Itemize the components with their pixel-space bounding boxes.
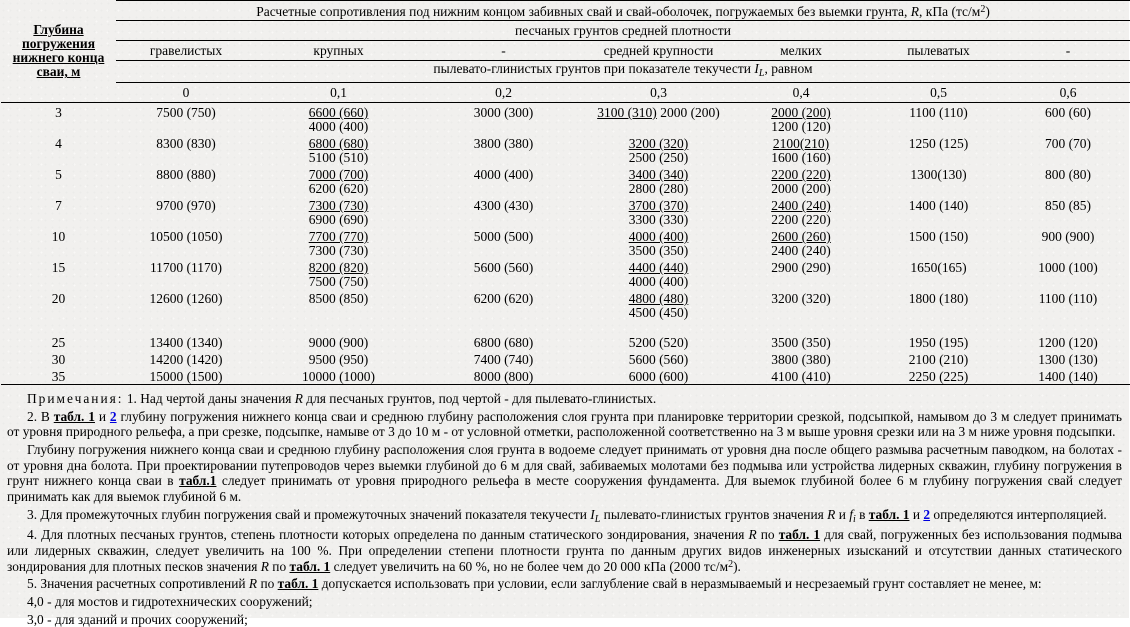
resistance-cell <box>116 227 256 258</box>
resistance-value-clay: 4500 (450) <box>628 305 689 320</box>
resistance-value-sand: 1950 (195) <box>908 335 969 350</box>
resistance-value-sand: 8800 (880) <box>156 167 216 182</box>
resistance-value-sand: 9000 (900) <box>308 335 369 350</box>
resistance-cell <box>871 165 1006 196</box>
resistance-cell <box>256 258 421 289</box>
resistance-cell <box>871 227 1006 258</box>
header-sand-density: песчаных грунтов средней плотности <box>116 21 1130 41</box>
text-segment: для свай, погруженных без использования подмыва или лидерных скважин, следует увеличить на 100 %. При определении степени плотности грунта по данным других видов инженерных изысканий и отсутствии данных статического зондирования для плотных песков значения <box>7 527 1122 574</box>
resistance-cell <box>1006 289 1130 333</box>
resistance-value-sand: 14200 (1420) <box>149 352 223 367</box>
resistance-cell <box>116 350 256 367</box>
resistance-value-sand: 7300 (730) <box>308 198 369 213</box>
resistance-value-sand: 1250 (125) <box>908 136 969 151</box>
resistance-cell <box>586 350 731 367</box>
header-il-value: 0,4 <box>731 83 871 103</box>
resistance-value-sand: 10500 (1050) <box>149 229 223 244</box>
header-soil-type: - <box>421 41 586 61</box>
resistance-value-clay: 2200 (220) <box>771 212 831 227</box>
note-paragraph <box>7 409 1122 440</box>
notes-section <box>0 385 1129 627</box>
resistance-value-sand: 8000 (800) <box>473 369 534 384</box>
resistance-value-sand: 7700 (770) <box>308 229 369 244</box>
text-segment: R <box>748 527 757 543</box>
link-table-1[interactable]: табл.1 <box>179 473 217 489</box>
note-paragraph <box>7 391 1122 407</box>
resistance-value-sand: 9700 (970) <box>156 198 216 213</box>
resistance-value-clay: 7300 (730) <box>308 243 369 258</box>
resistance-cell <box>1006 258 1130 289</box>
text-segment: по <box>268 558 290 574</box>
table-row <box>1 367 1130 385</box>
resistance-cell <box>421 350 586 367</box>
note-paragraph <box>7 576 1122 592</box>
resistance-value-clay: 3500 (350) <box>628 243 689 258</box>
resistance-cell <box>421 103 586 135</box>
resistance-value-sand: 4100 (410) <box>771 369 831 384</box>
text-segment: 2 <box>980 3 986 15</box>
resistance-cell <box>871 134 1006 165</box>
resistance-value-sand: 11700 (1170) <box>149 260 223 275</box>
text-segment: 4. Для плотных песчаных грунтов, степень плотности которых определена по данным статического зондирования, значения <box>27 527 749 543</box>
resistance-value-sand: 1400 (140) <box>908 198 969 213</box>
depth-cell: 7 <box>55 198 62 213</box>
text-segment: 4,0 - для мостов и гидротехнических сооружений; <box>27 594 313 610</box>
text-segment: R <box>260 558 269 574</box>
text-segment: глубину погружения нижнего конца сваи и среднюю глубину расположения слоя грунта при планировке территории срезкой, подсыпкой, намывом до 3 м следует принимать от уровня природного рельефа, а при срезке, подсыпке, намыве от 3 до 10 м - от условной отметки, расположенной соответственно на 3 м выше уровня срезки или на 3 м ниже уровня подсыпки. <box>7 408 1122 440</box>
header-soil-type: средней крупности <box>586 41 731 61</box>
text-segment: по <box>257 576 278 592</box>
table-row <box>1 165 1130 196</box>
link-table-1[interactable]: табл. 1 <box>289 558 331 574</box>
resistance-value-sand: 8300 (830) <box>156 136 216 151</box>
resistance-cell <box>116 258 256 289</box>
text-segment: , кПа (тс/м <box>919 3 981 19</box>
note-paragraph <box>7 594 1122 610</box>
link-table-1[interactable]: табл. 1 <box>53 408 95 424</box>
header-il-value: 0,5 <box>871 83 1006 103</box>
resistance-value-sand: 700 (70) <box>1044 136 1092 151</box>
resistance-value-sand: 5600 (560) <box>628 352 689 367</box>
depth-cell: 35 <box>1 367 116 385</box>
depth-cell: 15 <box>51 260 66 275</box>
text-segment: определяются интерполяцией. <box>930 506 1107 522</box>
resistance-value-sand: 2200 (220) <box>771 167 831 182</box>
resistance-value-sand: 1100 (110) <box>1038 291 1098 306</box>
text-segment: f <box>849 506 853 522</box>
resistance-value-sand: 1300 (130) <box>1038 352 1098 367</box>
resistance-cell <box>1006 165 1130 196</box>
text-segment: в <box>855 506 869 522</box>
depth-cell: 20 <box>51 291 66 306</box>
resistance-cell <box>256 165 421 196</box>
resistance-value-sand: 3800 (380) <box>473 136 534 151</box>
resistance-value-clay: 4000 (400) <box>628 274 689 289</box>
resistance-cell <box>256 134 421 165</box>
resistance-cell <box>116 196 256 227</box>
text-segment: допускается использовать при условии, если заглубление свай в неразмываемый и несрезаемый грунт составляет не менее, м: <box>318 576 1042 592</box>
resistance-value-clay: 2400 (240) <box>771 243 831 258</box>
resistance-value-clay: 5100 (510) <box>308 150 369 165</box>
text-segment: по <box>756 527 779 543</box>
text-segment: L <box>594 513 601 525</box>
table-row <box>1 289 1130 333</box>
resistance-value-sand: 1000 (100) <box>1038 260 1098 275</box>
resistance-cell <box>1006 227 1130 258</box>
resistance-cell <box>256 196 421 227</box>
text-segment: i <box>852 513 856 525</box>
resistance-cell <box>1006 103 1130 135</box>
resistance-cell <box>116 333 256 350</box>
resistance-cell <box>256 350 421 367</box>
header-il-value: 0,2 <box>421 83 586 103</box>
resistance-cell <box>871 350 1006 367</box>
resistance-value-clay: 2800 (280) <box>628 181 689 196</box>
header-il-value: 0 <box>116 83 256 103</box>
resistance-value-sand: 13400 (1340) <box>149 335 223 350</box>
resistance-cell <box>256 227 421 258</box>
resistance-cell <box>421 258 586 289</box>
resistance-value-sand: 4000 (400) <box>628 229 689 244</box>
resistance-cell <box>871 333 1006 350</box>
resistance-cell <box>731 350 871 367</box>
resistance-cell <box>731 258 871 289</box>
resistance-value-sand: 1400 (140) <box>1038 369 1098 384</box>
table-row <box>1 227 1130 258</box>
text-segment: I <box>754 61 759 76</box>
text-segment: следует увеличить на 60 %, но не более чем до 20 000 кПа (2000 тс/м <box>330 558 729 574</box>
text-segment: и <box>94 408 110 424</box>
resistance-value-sand: 6800 (680) <box>308 136 369 151</box>
resistance-cell <box>731 289 871 333</box>
header-soil-type: мелких <box>731 41 871 61</box>
resistance-value-sand: 850 (85) <box>1044 198 1092 213</box>
resistance-value-sand: 1500 (150) <box>908 229 969 244</box>
resistance-cell <box>256 103 421 135</box>
resistance-cell <box>586 289 731 333</box>
resistance-value-sand: 3100 (310) <box>597 105 657 120</box>
resistance-cell <box>586 227 731 258</box>
resistance-value-clay: 4000 (400) <box>308 119 369 134</box>
resistance-value-sand: 2000 (200) <box>771 105 831 120</box>
resistance-value-sand: 15000 (1500) <box>149 369 223 384</box>
depth-cell: 5 <box>55 167 62 182</box>
resistance-value-sand: 1650(165) <box>910 260 967 275</box>
text-segment: Глубину погружения нижнего конца сваи и среднюю глубину расположения слоя грунта в водоеме следует принимать от уровня дна после общего размыва расчетным паводком, на болотах - от уровня дна болота. При проектировании путепроводов через выемки глубиной до 6 м для свай, забиваемых молотами без подмыва или устройства лидерных скважин, глубину погружения в грунт нижнего конца сваи в <box>7 442 1122 489</box>
resistance-value-sand: 9500 (950) <box>308 352 369 367</box>
table-row <box>1 134 1130 165</box>
resistance-value-sand: 3200 (320) <box>771 291 831 306</box>
note-paragraph <box>7 612 1122 627</box>
resistance-value-sand: 2900 (290) <box>771 260 831 275</box>
note-paragraph <box>7 527 1122 574</box>
header-clay-il <box>116 61 1130 83</box>
resistance-cell <box>421 289 586 333</box>
header-soil-type: - <box>1006 41 1130 61</box>
resistance-cell <box>256 367 421 385</box>
resistance-value-sand: 8200 (820) <box>308 260 369 275</box>
resistance-cell <box>116 134 256 165</box>
resistance-value-sand: 4800 (480) <box>628 291 689 306</box>
resistance-cell: 3100 (310) 2000 (200) <box>597 105 720 120</box>
resistance-cell <box>116 289 256 333</box>
resistance-value-clay: 2500 (250) <box>628 150 689 165</box>
resistance-value-clay: 1200 (120) <box>771 119 831 134</box>
resistance-value-sand: 7000 (700) <box>308 167 369 182</box>
resistance-value-sand: 2250 (225) <box>908 369 969 384</box>
depth-cell: 30 <box>51 352 66 367</box>
resistance-cell <box>871 258 1006 289</box>
corner-header-depth: Глубина погружения нижнего конца сваи, м <box>1 1 116 103</box>
header-soil-type: крупных <box>256 41 421 61</box>
resistance-value-sand: 5600 (560) <box>473 260 534 275</box>
resistance-value-clay: 1600 (160) <box>771 150 831 165</box>
resistance-value-sand: 6200 (620) <box>473 291 534 306</box>
resistance-cell <box>871 289 1006 333</box>
link-table-1[interactable]: табл. 1 <box>868 506 910 522</box>
resistance-value-sand: 3500 (350) <box>771 335 831 350</box>
resistance-value-sand: 5200 (520) <box>628 335 689 350</box>
link-table-1[interactable]: табл. 1 <box>277 576 319 592</box>
resistance-cell <box>1006 367 1130 385</box>
text-segment: Расчетные сопротивления под нижним концом забивных свай и свай-оболочек, погружаемых без выемки грунта, <box>256 3 911 19</box>
resistance-cell <box>586 367 731 385</box>
text-segment: I <box>590 506 595 522</box>
resistance-value-clay: 7500 (750) <box>308 274 369 289</box>
resistance-value-sand: 7500 (750) <box>156 105 216 120</box>
resistance-value-sand: 5000 (500) <box>473 229 534 244</box>
resistance-value-sand: 3700 (370) <box>628 198 689 213</box>
note-paragraph <box>7 442 1122 505</box>
header-il-value: 0,1 <box>256 83 421 103</box>
pile-resistance-table <box>1 0 1130 385</box>
text-segment: R <box>827 506 836 522</box>
resistance-value-sand: 1800 (180) <box>908 291 969 306</box>
resistance-value-sand: 12600 (1260) <box>149 291 223 306</box>
resistance-cell <box>731 103 871 135</box>
resistance-value-sand: 600 (60) <box>1044 105 1092 120</box>
resistance-value-sand: 3800 (380) <box>771 352 831 367</box>
resistance-value-sand: 900 (900) <box>1041 229 1095 244</box>
depth-cell: 10 <box>51 229 66 244</box>
resistance-cell <box>586 333 731 350</box>
header-il-value: 0,6 <box>1006 83 1130 103</box>
resistance-cell <box>586 196 731 227</box>
header-soil-type: гравелистых <box>116 41 256 61</box>
depth-cell: 25 <box>51 335 66 350</box>
resistance-value-sand: 1200 (120) <box>1038 335 1098 350</box>
text-segment: 5. Значения расчетных сопротивлений <box>27 576 249 592</box>
resistance-cell <box>731 134 871 165</box>
header-soil-type: пылеватых <box>871 41 1006 61</box>
text-segment: пылевато-глинистых грунтов при показателе текучести <box>433 61 755 76</box>
text-segment: R <box>294 391 303 406</box>
text-segment: 3. Для промежуточных глубин погружения свай и промежуточных значений показателя текучести <box>27 506 591 522</box>
resistance-cell <box>1006 134 1130 165</box>
resistance-cell <box>1006 350 1130 367</box>
table-row <box>1 103 1130 135</box>
resistance-cell <box>1006 196 1130 227</box>
text-segment: 2. В <box>27 408 54 424</box>
table-row <box>1 196 1130 227</box>
resistance-value-sand: 4000 (400) <box>473 167 534 182</box>
resistance-cell <box>871 367 1006 385</box>
resistance-value-sand: 2100(210) <box>772 136 830 151</box>
depth-cell: 4 <box>55 136 62 151</box>
resistance-cell <box>731 367 871 385</box>
resistance-cell <box>421 333 586 350</box>
note-paragraph <box>7 507 1122 526</box>
text-segment: следует принимать от уровня природного рельефа в месте сооружения фундамента. Для выемок глубиной более 6 м глубину погружения свай следует принимать как для выемок глубиной 6 м. <box>7 473 1123 505</box>
link-table-2[interactable]: 2 <box>109 408 117 424</box>
resistance-cell <box>731 227 871 258</box>
resistance-value-sand: 3000 (300) <box>473 105 534 120</box>
resistance-cell <box>421 165 586 196</box>
resistance-cell <box>1006 333 1130 350</box>
resistance-cell <box>421 367 586 385</box>
resistance-value-sand: 2100 (210) <box>908 352 969 367</box>
resistance-cell <box>421 227 586 258</box>
resistance-cell <box>586 258 731 289</box>
resistance-cell <box>731 165 871 196</box>
link-table-2[interactable]: 2 <box>923 506 931 522</box>
text-segment: R <box>248 576 258 592</box>
header-resistance-title <box>116 1 1130 21</box>
text-segment: и <box>909 506 924 522</box>
text-segment: L <box>758 68 765 79</box>
resistance-cell <box>586 165 731 196</box>
resistance-cell <box>586 134 731 165</box>
resistance-value-sand: 3200 (320) <box>628 136 689 151</box>
resistance-cell <box>871 196 1006 227</box>
text-segment: 1. Над чертой даны значения <box>123 391 295 406</box>
resistance-value-sand: 800 (80) <box>1044 167 1092 182</box>
link-table-1[interactable]: табл. 1 <box>778 527 821 543</box>
text-segment: 3,0 - для зданий и прочих сооружений; <box>27 611 248 627</box>
table-row <box>1 258 1130 289</box>
resistance-value-sand: 6600 (660) <box>308 105 369 120</box>
resistance-value-sand: 6000 (600) <box>628 369 689 384</box>
header-il-values-row <box>1 83 1130 103</box>
table-row <box>1 350 1130 367</box>
resistance-value-sand: 4400 (440) <box>628 260 689 275</box>
text-segment: ) <box>985 3 990 19</box>
depth-cell: 3 <box>55 105 62 120</box>
resistance-value-sand: 4300 (430) <box>473 198 534 213</box>
text-segment: пылевато-глинистых грунтов значения <box>600 506 828 522</box>
resistance-value-sand: 1100 (110) <box>909 105 968 120</box>
header-soil-types-row <box>1 41 1130 61</box>
resistance-cell <box>421 196 586 227</box>
text-segment: Примечания: <box>27 391 124 406</box>
resistance-value-sand: 2400 (240) <box>771 198 831 213</box>
resistance-value-sand: 6800 (680) <box>473 335 534 350</box>
resistance-cell <box>116 367 256 385</box>
table-row <box>1 333 1130 350</box>
resistance-value-sand: 2600 (260) <box>771 229 831 244</box>
resistance-value-clay: 3300 (330) <box>628 212 689 227</box>
text-segment: для песчаных грунтов, под чертой - для пылевато-глинистых. <box>302 391 657 406</box>
text-segment: ). <box>733 558 741 574</box>
resistance-value-clay: 2000 (200) <box>771 181 831 196</box>
resistance-cell <box>731 333 871 350</box>
resistance-value-sand: 8500 (850) <box>308 291 369 306</box>
resistance-value-sand: 3400 (340) <box>628 167 689 182</box>
resistance-cell <box>116 103 256 135</box>
resistance-cell <box>256 289 421 333</box>
text-segment: 2 <box>728 558 734 570</box>
resistance-value-sand: 7400 (740) <box>473 352 534 367</box>
resistance-cell <box>116 165 256 196</box>
resistance-cell <box>256 333 421 350</box>
resistance-value-clay: 6200 (620) <box>308 181 369 196</box>
resistance-cell <box>421 134 586 165</box>
resistance-value-sand: 1300(130) <box>910 167 967 182</box>
resistance-cell <box>871 103 1006 135</box>
text-segment: и <box>835 506 850 522</box>
header-il-value: 0,3 <box>586 83 731 103</box>
text-segment: , равном <box>764 61 813 76</box>
resistance-cell <box>731 196 871 227</box>
resistance-value-sand: 10000 (1000) <box>301 369 376 384</box>
text-segment: R <box>910 3 920 19</box>
resistance-value-clay: 6900 (690) <box>308 212 369 227</box>
